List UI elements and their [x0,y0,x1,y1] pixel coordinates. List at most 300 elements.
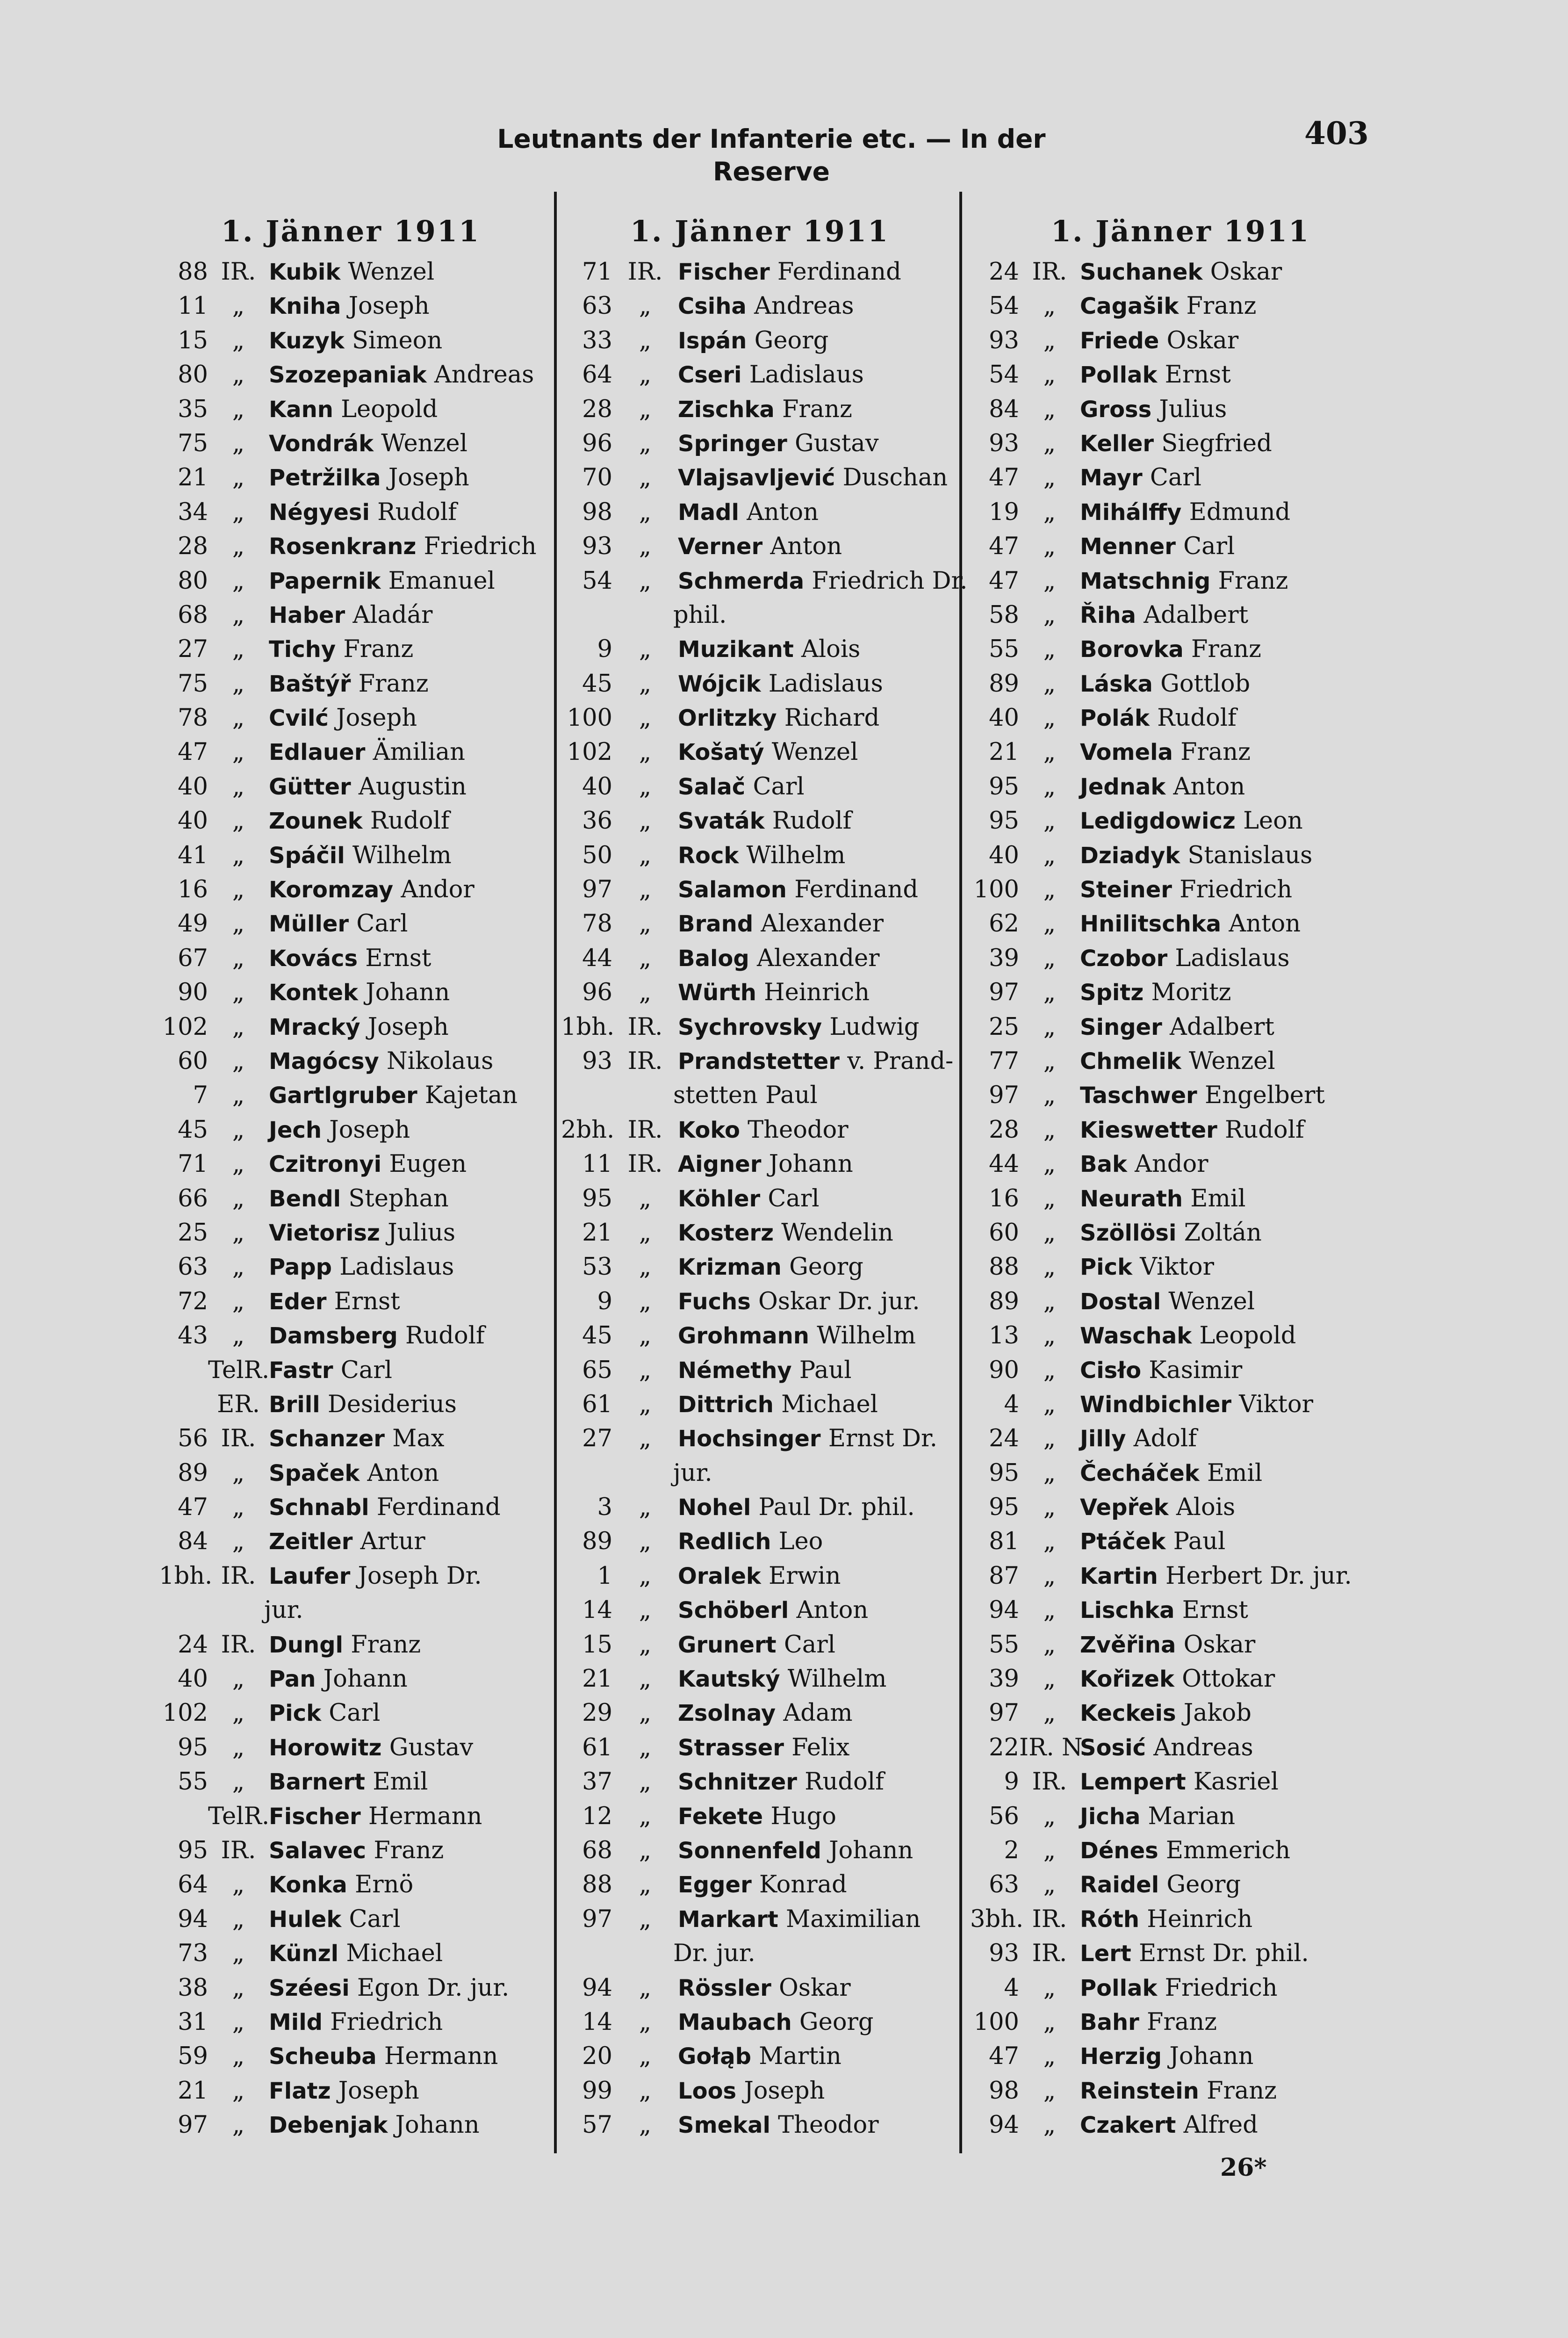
entry-surname: Schöberl [678,1597,789,1624]
entry-unit: „ [1043,361,1056,389]
list-item [159,1833,542,1868]
list-item [970,564,1391,598]
list-item [159,392,542,426]
entry-surname: Cseri [678,362,742,389]
entry-given-name: Kajetan [424,1082,518,1110]
list-item [561,1456,958,1490]
list-item [970,1490,1391,1524]
list-item [970,324,1391,358]
entry-surname: Koko [678,1117,740,1143]
entry-given-name: Rudolf [805,1768,884,1796]
entry-number: 24 [989,258,1019,286]
list-item [970,1902,1391,1936]
entry-given-name: Hermann [384,2042,498,2071]
entry-unit: „ [639,1665,652,1693]
entry-number: 88 [582,1871,612,1899]
entry-given-name: Wenzel [381,429,468,457]
entry-given-name: Gustav [389,1733,474,1761]
entry-number: 58 [989,601,1019,629]
entry-unit: „ [232,1459,245,1487]
entry-number: 31 [178,2008,208,2036]
entry-given-name: Andreas [1153,1733,1253,1761]
entry-number: 40 [178,772,208,801]
entry-surname: Koromzay [269,877,394,903]
entry-given-name: Franz [1180,738,1251,766]
entry-unit: „ [1043,1631,1056,1659]
entry-surname: Vietorisz [269,1220,380,1246]
entry-unit: „ [1043,1596,1056,1624]
list-item [159,1113,542,1147]
entry-given-name: Ernst Dr. phil. [1138,1940,1309,1968]
list-item [159,735,542,769]
entry-surname: Würth [678,980,756,1006]
entry-unit: „ [232,2008,245,2036]
list-item [970,975,1391,1010]
entry-given-name: Franz [1147,2008,1217,2036]
entry-surname: Keckeis [1080,1700,1176,1727]
list-item [561,770,958,804]
entry-given-name: Jakob [1183,1699,1252,1727]
entry-surname: Steiner [1080,877,1172,903]
entry-number: 29 [582,1699,612,1727]
entry-unit: „ [1043,1116,1056,1144]
entry-surname: Taschwer [1080,1082,1197,1109]
entry-given-name: Wenzel [1168,1287,1255,1315]
entry-surname: Hnilitschka [1080,911,1222,938]
entry-surname: Cisło [1080,1357,1142,1384]
list-item [159,1044,542,1078]
entry-surname: Schmerda [678,568,805,594]
entry-number: 97 [582,876,612,904]
list-item [970,667,1391,701]
entry-unit: „ [639,1425,652,1453]
entry-number: 81 [989,1528,1019,1556]
entry-surname: Polák [1080,705,1150,732]
list-item [159,1387,542,1422]
entry-unit: „ [232,395,245,423]
list-item [159,1353,542,1387]
entry-number: 37 [582,1768,612,1796]
entry-surname: Róth [1080,1906,1140,1933]
entry-number: 102 [162,1013,208,1041]
entry-surname: Czakert [1080,2112,1176,2139]
list-item [970,701,1391,735]
entry-number: 40 [178,1665,208,1693]
entry-unit: „ [639,944,652,972]
entry-given-name: Wilhelm [787,1665,887,1693]
entry-given-name: Herbert Dr. jur. [1165,1562,1352,1590]
entry-given-name: Theodor [748,1116,849,1144]
entry-surname: Damsberg [269,1323,398,1349]
list-item [561,564,968,598]
entry-number: 44 [582,944,612,972]
entry-number: 27 [178,635,208,664]
list-item [970,1147,1391,1181]
entry-number: 44 [989,1150,1019,1178]
entry-surname: Salač [678,773,746,800]
entry-surname: Fischer [678,259,770,285]
entry-given-name: Georg [799,2008,874,2036]
entry-surname: Čecháček [1080,1460,1200,1487]
entry-given-name: Joseph [329,1116,410,1144]
entry-number: 89 [582,1528,612,1556]
entry-surname: Gross [1080,396,1152,423]
entry-given-name: Carl [753,772,805,801]
entry-surname: Konka [269,1872,347,1898]
entry-unit: „ [1043,807,1056,835]
entry-unit: „ [1043,1047,1056,1075]
entry-given-name: Erwin [769,1562,841,1590]
entry-given-name: Leopold [341,395,438,423]
entry-number: 21 [582,1665,612,1693]
entry-surname: Kartin [1080,1563,1158,1589]
entry-unit: IR. [1032,1905,1067,1933]
list-item [561,1731,958,1765]
entry-unit: „ [639,1562,652,1590]
column-3 [970,208,1391,2142]
entry-given-name: Ludwig [829,1013,920,1041]
column-2 [561,208,968,2142]
entry-unit: „ [1043,2042,1056,2071]
list-item [561,1936,958,1970]
entry-given-name: Johann [395,2111,480,2139]
list-item [159,2039,542,2073]
entry-unit: „ [1043,1356,1056,1384]
entry-number: 90 [178,979,208,1007]
entry-unit: „ [232,807,245,835]
entry-unit: IR. [627,1047,663,1075]
entry-number: 1bh. [561,1013,615,1041]
entry-number: 95 [989,1494,1019,1522]
entry-surname: Fastr [269,1357,333,1384]
entry-number: 65 [582,1356,612,1384]
entry-given-name: Augustin [358,772,467,801]
entry-surname: Schanzer [269,1426,385,1452]
list-item [970,1044,1391,1078]
entry-number: 84 [178,1528,208,1556]
entry-given-name: Carl [340,1356,392,1384]
entry-unit: „ [639,1631,652,1659]
entry-number: 45 [178,1116,208,1144]
list-item [970,1559,1391,1593]
entry-number: 12 [582,1802,612,1830]
entry-unit: „ [1043,1150,1056,1178]
entry-number: 88 [178,258,208,286]
entry-given-name: Theodor [778,2111,879,2139]
entry-unit: „ [639,1184,652,1212]
entry-number: 15 [582,1631,612,1659]
entry-unit: „ [232,533,245,561]
list-item [970,392,1391,426]
entry-number: 55 [178,1768,208,1796]
list-item [159,461,542,495]
entry-number: 60 [178,1047,208,1075]
entry-number: 13 [989,1322,1019,1350]
list-item [561,2005,958,2039]
list-item [561,1044,958,1078]
entry-given-name: Carl [349,1905,401,1933]
list-item [159,941,542,975]
entry-unit: „ [1043,1494,1056,1522]
list-item [970,289,1391,323]
entry-number: 40 [989,841,1019,869]
entry-given-name: Carl [1183,533,1235,561]
entry-unit: „ [1043,1528,1056,1556]
entry-surname: Grohmann [678,1323,809,1349]
entry-number: 96 [582,979,612,1007]
entry-number: 102 [567,738,612,766]
entry-surname: Krizman [678,1254,782,1281]
entry-unit: „ [639,567,652,595]
entry-given-name: Moritz [1151,979,1231,1007]
entry-surname: Zsolnay [678,1700,776,1727]
entry-surname: Flatz [269,2078,331,2104]
entry-given-name: Oskar [1210,258,1282,286]
entry-surname: Kuzyk [269,327,345,354]
entry-unit: „ [639,1287,652,1315]
list-item [159,1010,542,1044]
entry-given-name: Eugen [389,1150,467,1178]
entry-number: 35 [178,395,208,423]
entry-surname: Müller [269,911,349,938]
entry-given-name: Alois [801,635,861,664]
entry-unit: IR. [627,1150,663,1178]
entry-surname: Orlitzky [678,705,777,732]
entry-unit: „ [639,1768,652,1796]
entry-number: 47 [989,567,1019,595]
entry-number: 75 [178,429,208,457]
entry-given-name: Gottlob [1160,670,1251,698]
entry-number: 63 [582,292,612,320]
entry-given-name: Leo [778,1528,823,1556]
entry-surname: Aigner [678,1151,762,1178]
list-item [561,1765,958,1799]
entry-unit: „ [1043,1562,1056,1590]
entry-number: 67 [178,944,208,972]
list-item [561,2074,958,2108]
list-item [159,1799,542,1833]
list-item [561,1628,958,1662]
list-item [159,1731,542,1765]
list-item [561,1078,958,1112]
entry-unit: „ [1043,1390,1056,1418]
entry-given-name: Ferdinand [777,258,901,286]
entry-number: 95 [989,772,1019,801]
list-item [561,701,958,735]
entry-number: 39 [989,1665,1019,1693]
entry-unit: IR. [627,258,663,286]
entry-unit: „ [639,1733,652,1761]
entry-continuation: jur. [264,1596,303,1624]
entry-surname: Scheuba [269,2043,377,2070]
entry-given-name: Alois [1176,1494,1236,1522]
entry-number: 4 [1004,1974,1019,2002]
entry-number: 95 [989,1459,1019,1487]
entry-unit: „ [639,1253,652,1281]
entry-number: 102 [162,1699,208,1727]
entry-unit: IR. [627,1116,663,1144]
list-item [970,873,1391,907]
entry-surname: Kosterz [678,1220,774,1246]
entry-number: 95 [582,1184,612,1212]
entry-surname: Loos [678,2078,737,2104]
entry-number: 9 [597,635,612,664]
list-item [159,2074,542,2108]
entry-given-name: Wilhelm [746,841,846,869]
entry-unit: TelR. [208,1802,270,1830]
list-item [970,1799,1391,1833]
entry-number: 33 [582,326,612,354]
entry-surname: Fekete [678,1803,763,1830]
entry-number: 40 [178,807,208,835]
entry-unit: IR. N. [1019,1733,1089,1761]
entry-surname: Czobor [1080,945,1168,972]
entry-unit: „ [639,1699,652,1727]
entry-surname: Keller [1080,430,1154,457]
entry-unit: IR. [1032,258,1067,286]
entry-number: 7 [193,1082,208,1110]
entry-surname: Ledigdowicz [1080,808,1236,835]
entry-number: 63 [989,1871,1019,1899]
list-item [970,1765,1391,1799]
entry-given-name: Emil [373,1768,428,1796]
entry-number: 61 [582,1733,612,1761]
list-item [970,529,1391,563]
entry-number: 63 [178,1253,208,1281]
entry-unit: „ [639,1871,652,1899]
entry-surname: Bendl [269,1185,341,1212]
entry-number: 59 [178,2042,208,2071]
entry-given-name: Michael [346,1940,443,1968]
entry-number: 45 [582,670,612,698]
entry-unit: „ [232,841,245,869]
entry-surname: Pollak [1080,362,1158,389]
entry-number: 97 [989,979,1019,1007]
entry-unit: „ [639,2077,652,2105]
list-item [970,1593,1391,1627]
entry-surname: Dittrich [678,1391,774,1418]
entry-number: 54 [582,567,612,595]
entry-surname: Mihálffy [1080,499,1182,526]
entry-surname: Prandstetter [678,1048,840,1075]
entry-unit: „ [232,429,245,457]
entry-unit: „ [1043,567,1056,595]
entry-given-name: Anton [796,1596,869,1624]
entry-number: 9 [597,1287,612,1315]
entry-unit: „ [232,1699,245,1727]
entry-unit: „ [232,1219,245,1247]
list-item [561,873,958,907]
entry-given-name: Alfred [1183,2111,1258,2139]
entry-unit: „ [1043,1699,1056,1727]
entry-given-name: Friedrich [330,2008,443,2036]
entry-number: 56 [989,1802,1019,1830]
entry-surname: Láska [1080,671,1153,697]
entry-given-name: Paul [799,1356,852,1384]
entry-surname: Reinstein [1080,2078,1199,2104]
list-item [159,907,542,941]
entry-surname: Rössler [678,1975,771,2001]
entry-unit: „ [1043,2077,1056,2105]
entry-given-name: Ernst [365,944,432,972]
entry-given-name: Alexander [761,910,884,938]
entry-unit: IR. [221,258,256,286]
entry-given-name: Zoltán [1184,1219,1262,1247]
entry-unit: IR. [627,1013,663,1041]
entry-given-name: Johann [366,979,450,1007]
list-item [159,255,542,289]
entry-list [159,255,542,2142]
entry-number: 40 [989,704,1019,732]
page-number: 403 [1304,115,1369,152]
entry-given-name: Maximilian [785,1905,921,1933]
entry-unit: „ [1043,464,1056,492]
entry-number: 94 [178,1905,208,1933]
list-item [561,1662,958,1696]
entry-given-name: Ladislaus [339,1253,454,1281]
list-item [159,1902,542,1936]
entry-number: 1bh. [159,1562,213,1590]
entry-surname: Haber [269,602,345,628]
entry-number: 55 [989,635,1019,664]
entry-unit: „ [639,807,652,835]
entry-given-name: Leon [1243,807,1303,835]
entry-number: 66 [178,1184,208,1212]
column-heading: 1. Jänner 1911 [221,214,481,248]
entry-number: 71 [178,1150,208,1178]
entry-unit: „ [232,292,245,320]
entry-number: 11 [582,1150,612,1178]
entry-surname: Herzig [1080,2043,1162,2070]
entry-given-name: Carl [784,1631,835,1659]
list-item [159,2108,542,2142]
entry-given-name: Siegfried [1161,429,1272,457]
entry-unit: „ [1043,910,1056,938]
entry-unit: „ [1043,601,1056,629]
entry-given-name: Johann [1169,2042,1254,2071]
entry-surname: Kann [269,396,333,423]
list-item [159,1559,542,1593]
entry-unit: „ [232,1082,245,1110]
list-item [970,2005,1391,2039]
entry-unit: „ [639,2111,652,2139]
entry-number: 97 [178,2111,208,2139]
column-rule-right [959,192,962,2153]
entry-unit: „ [639,498,652,526]
list-item [970,1833,1391,1868]
entry-given-name: Carl [768,1184,820,1212]
entry-number: 94 [989,2111,1019,2139]
entry-surname: Madl [678,499,739,526]
entry-number: 95 [178,1733,208,1761]
running-title: Leutnants der Infanterie etc. — In der Reserve [497,124,1046,187]
entry-surname: Rosenkranz [269,534,417,560]
entry-number: 89 [989,1287,1019,1315]
entry-unit: „ [232,704,245,732]
list-item [970,1936,1391,1970]
list-item [159,1078,542,1112]
entry-given-name: Adam [783,1699,853,1727]
list-item [970,2039,1391,2073]
list-item [970,838,1391,873]
list-item [159,1662,542,1696]
entry-number: 43 [178,1322,208,1350]
entry-given-name: Johann [829,1836,913,1864]
list-item [561,324,958,358]
list-item [159,804,542,838]
entry-surname: Friede [1080,327,1159,354]
entry-given-name: Joseph [348,292,430,320]
